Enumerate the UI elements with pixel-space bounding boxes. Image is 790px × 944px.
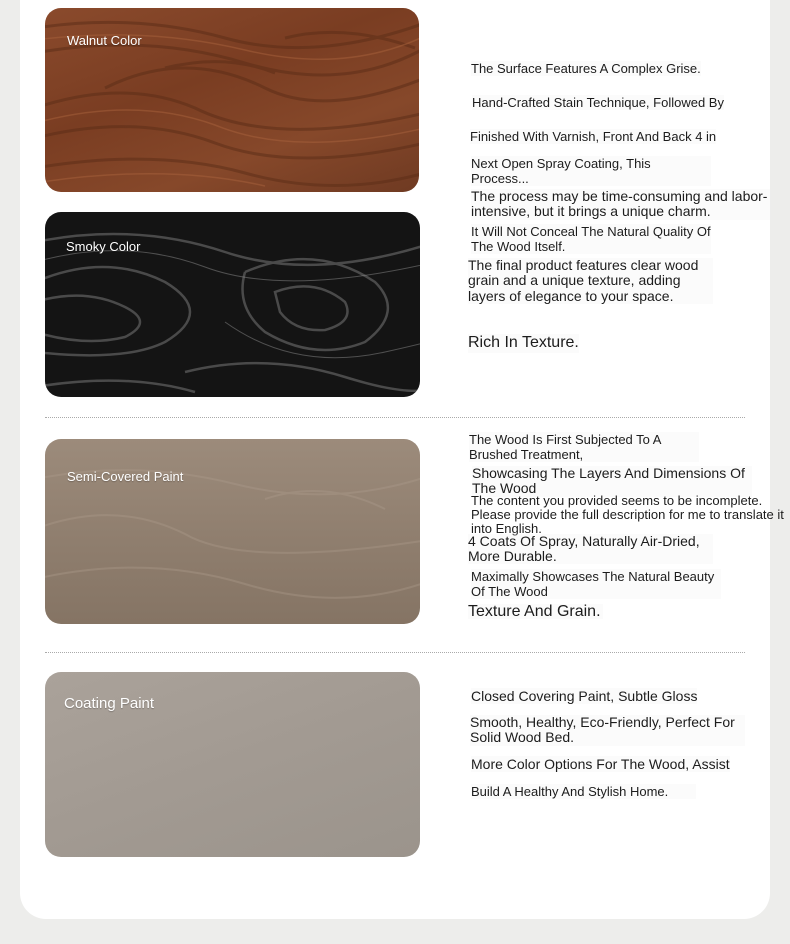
description-line: Rich In Texture. — [468, 334, 579, 351]
description-line: Texture And Grain. — [468, 604, 603, 619]
divider — [45, 417, 745, 418]
divider — [45, 652, 745, 653]
description-line: 4 Coats Of Spray, Naturally Air-Dried, More Durable. — [468, 534, 713, 564]
walnut-swatch — [45, 8, 419, 192]
description-line: Finished With Varnish, Front And Back 4 in — [470, 129, 717, 144]
semi-covered-label: Semi-Covered Paint — [67, 469, 184, 484]
description-line: Hand-Crafted Stain Technique, Followed By — [472, 95, 724, 110]
smoky-swatch — [45, 212, 420, 397]
description-line: The Wood Is First Subjected To A Brushed Treatment, — [469, 432, 699, 462]
semi-grain — [45, 439, 420, 624]
description-line: Smooth, Healthy, Eco-Friendly, Perfect For Solid Wood Bed. — [470, 715, 745, 746]
semi-covered-swatch — [45, 439, 420, 624]
description-line: It Will Not Conceal The Natural Quality Of The Wood Itself. — [471, 224, 711, 255]
description-line: Closed Covering Paint, Subtle Gloss — [471, 688, 698, 704]
smoky-label: Smoky Color — [66, 239, 141, 254]
description-line: More Color Options For The Wood, Assist — [471, 756, 730, 772]
coating-swatch — [45, 672, 420, 857]
description-line: The process may be time-consuming and labor-intensive, but it brings a unique charm. — [471, 189, 771, 220]
description-line: Next Open Spray Coating, This Process... — [471, 156, 711, 186]
description-line: The Surface Features A Complex Grise. — [471, 61, 701, 76]
description-line: Maximally Showcases The Natural Beauty Of The Wood — [471, 569, 721, 599]
description-line: The final product features clear wood grain and a unique texture, adding layers of elegance to your space. — [468, 258, 713, 304]
description-line: The content you provided seems to be incomplete. Please provide the full description for me to translate it into English. — [471, 493, 784, 537]
description-line: Showcasing The Layers And Dimensions Of The Wood — [472, 466, 752, 497]
coating-label: Coating Paint — [64, 695, 155, 712]
description-line: Build A Healthy And Stylish Home. — [471, 784, 696, 799]
walnut-label: Walnut Color — [67, 33, 142, 48]
